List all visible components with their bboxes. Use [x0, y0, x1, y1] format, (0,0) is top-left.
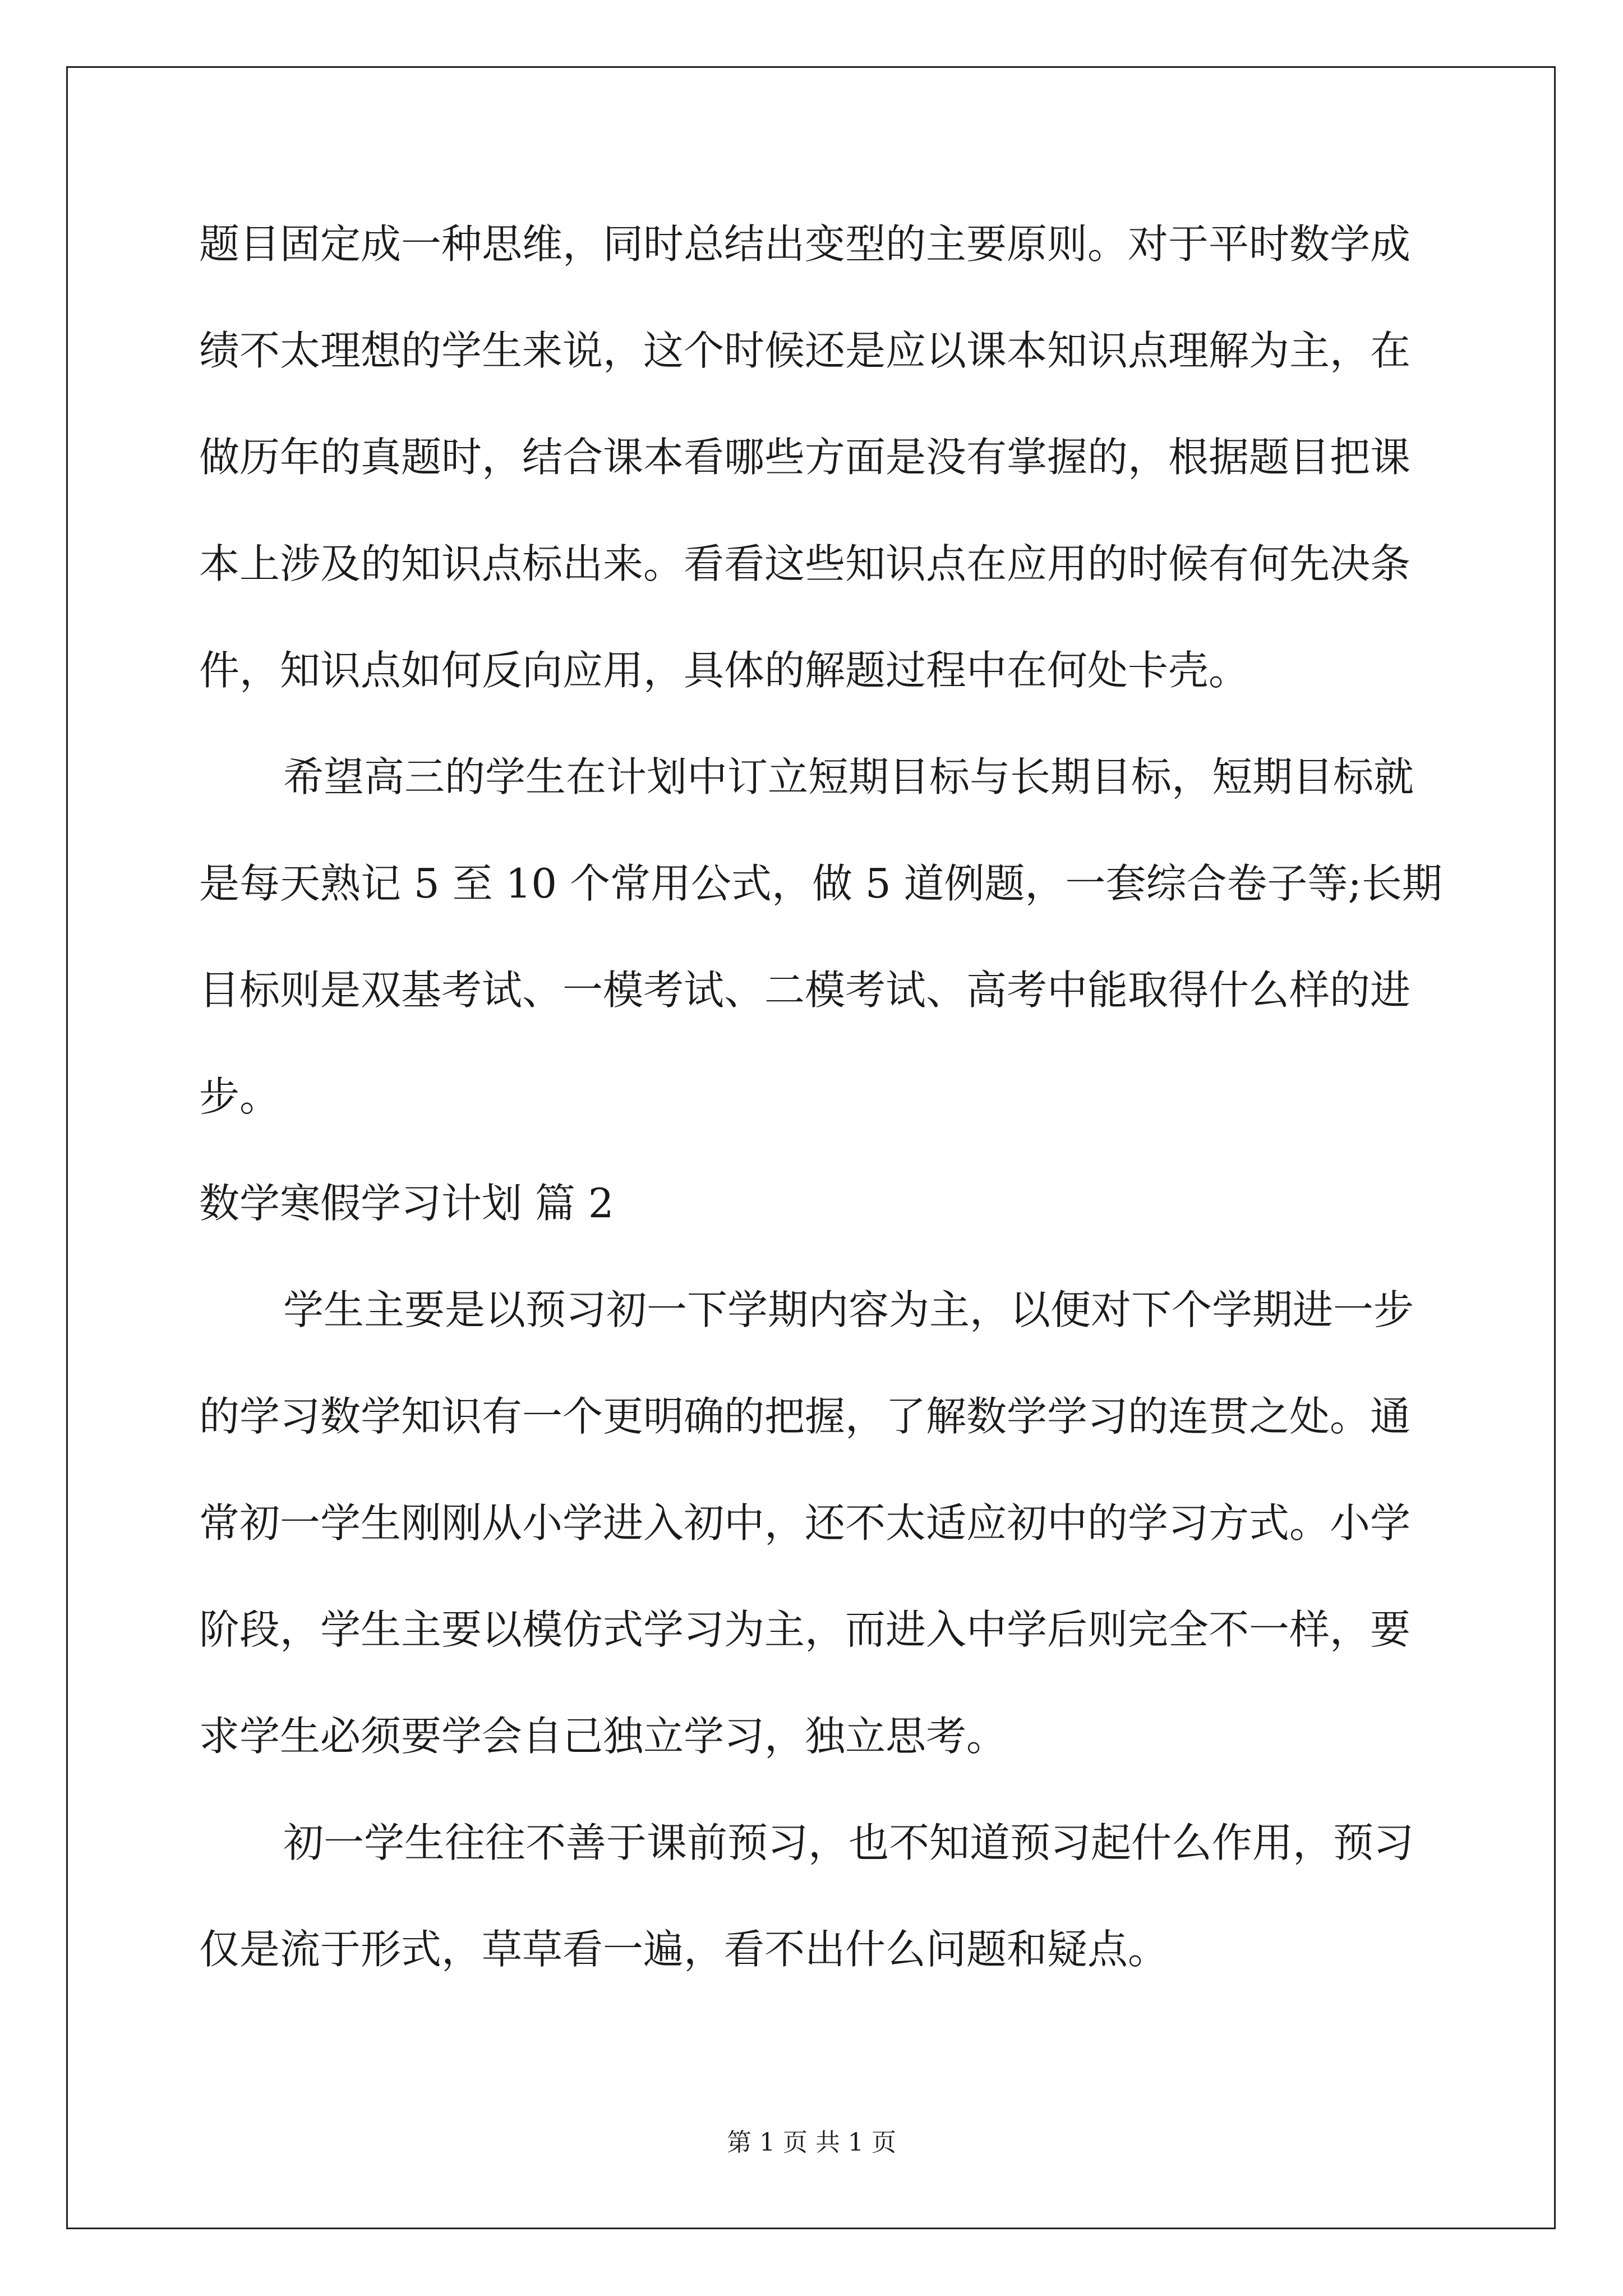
text-line: 希望高三的学生在计划中订立短期目标与长期目标，短期目标就 [283, 753, 1414, 800]
text-line: 步。 [199, 1073, 280, 1120]
text-line: 常初一学生刚刚从小学进入初中，还不太适应初中的学习方式。小学 [199, 1499, 1411, 1547]
text-line: 做历年的真题时，结合课本看哪些方面是没有掌握的，根据题目把课 [199, 434, 1411, 481]
text-line: 绩不太理想的学生来说，这个时候还是应以课本知识点理解为主，在 [199, 327, 1411, 374]
text-line: 初一学生往往不善于课前预习，也不知道预习起什么作用，预习 [283, 1819, 1414, 1866]
text-line: 学生主要是以预习初一下学期内容为主，以便对下个学期进一步 [283, 1286, 1414, 1333]
text-line: 目标则是双基考试、一模考试、二模考试、高考中能取得什么样的进 [199, 967, 1411, 1014]
text-line: 是每天熟记 5 至 10 个常用公式，做 5 道例题，一套综合卷子等;长期 [199, 860, 1442, 907]
text-line: 本上涉及的知识点标出来。看看这些知识点在应用的时候有何先决条 [199, 540, 1411, 587]
text-line: 求学生必须要学会自己独立学习，独立思考。 [199, 1713, 1007, 1760]
page-footer: 第 1 页 共 1 页 [727, 2128, 896, 2157]
section-heading: 数学寒假学习计划 篇 2 [199, 1180, 614, 1227]
text-line: 件，知识点如何反向应用，具体的解题过程中在何处卡壳。 [199, 647, 1249, 694]
document-body [199, 213, 1442, 2025]
text-line: 阶段，学生主要以模仿式学习为主，而进入中学后则完全不一样，要 [199, 1606, 1411, 1653]
text-line: 题目固定成一种思维，同时总结出变型的主要原则。对于平时数学成 [199, 220, 1411, 268]
text-line: 的学习数学知识有一个更明确的把握，了解数学学习的连贯之处。通 [199, 1393, 1411, 1440]
text-line: 仅是流于形式，草草看一遍，看不出什么问题和疑点。 [199, 1926, 1169, 1973]
